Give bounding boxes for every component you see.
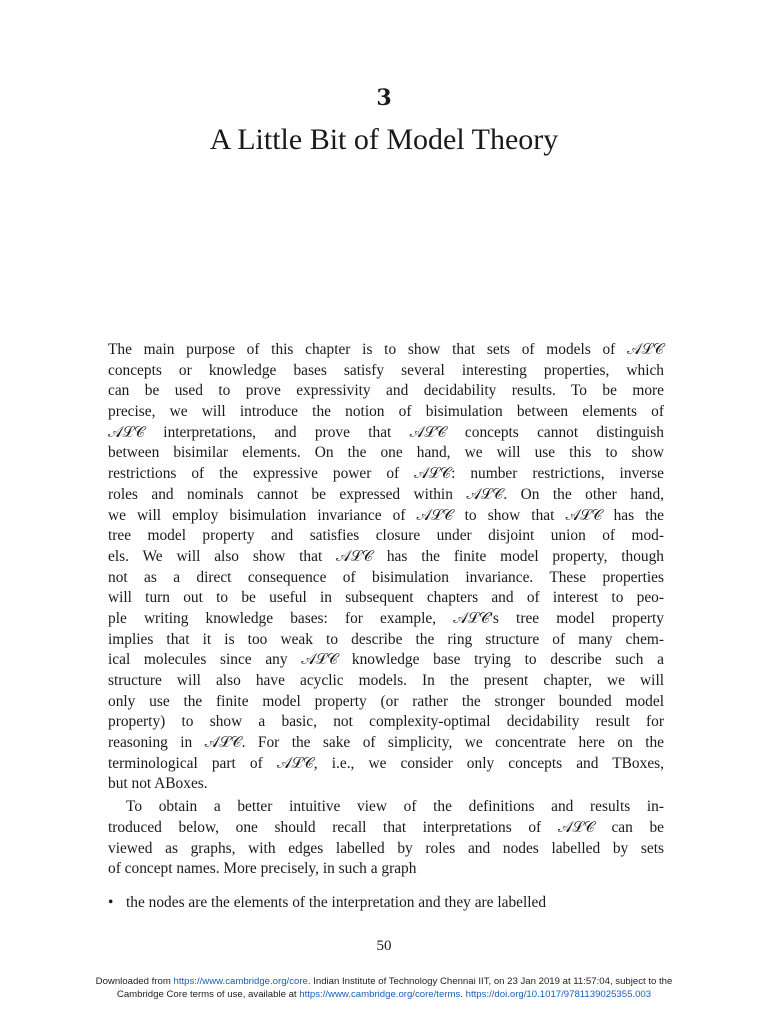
page-number: 50 — [376, 938, 392, 954]
text-line: reasoning in 𝒜ℒ𝒞. For the sake of simplicity, we concentrate here on the — [108, 734, 664, 752]
text-line: viewed as graphs, with edges labelled by roles and nodes labelled by sets — [108, 839, 664, 857]
cambridge-core-link[interactable]: https://www.cambridge.org/core — [173, 976, 308, 987]
text-line: terminological part of 𝒜ℒ𝒞, i.e., we consider only concepts and TBoxes, — [108, 754, 664, 772]
text-line: not as a direct consequence of bisimulation invariance. These properties — [108, 568, 664, 586]
text-line: between bisimilar elements. On the one hand, we will use this to show — [108, 444, 664, 462]
text-line: The main purpose of this chapter is to show that sets of models of 𝒜ℒ𝒞 — [108, 341, 664, 358]
text-line: ple writing knowledge bases: for example, 𝒜ℒ𝒞's tree model property — [108, 609, 664, 627]
terms-link[interactable]: https://www.cambridge.org/core/terms — [299, 989, 461, 1000]
text-line: implies that it is too weak to describe the ring structure of many chem- — [108, 630, 664, 648]
chapter-title: A Little Bit of Model Theory — [209, 123, 559, 156]
paragraph-1 — [108, 340, 664, 795]
chapter-number: 3 — [376, 85, 392, 111]
text-line: To obtain a better intuitive view of the definitions and results in- — [126, 798, 664, 816]
text-line: can be used to prove expressivity and decidability results. To be more — [108, 382, 664, 400]
footer-text: Cambridge Core terms of use, available at — [116, 989, 300, 1000]
text-line: but not ABoxes. — [108, 775, 208, 793]
bullet-text: the nodes are the elements of the interpretation and they are labelled — [126, 894, 547, 911]
text-line: precise, we will introduce the notion of bisimulation between elements of — [108, 403, 664, 421]
download-footer — [0, 975, 768, 1001]
footer-text: . Indian Institute of Technology Chennai IIT, on 23 Jan 2019 at 11:57:04, subject to the — [307, 976, 673, 987]
text-line: structure will also have acyclic models. In the present chapter, we will — [108, 672, 664, 689]
text-line: ical molecules since any 𝒜ℒ𝒞 knowledge base trying to describe such a — [108, 651, 664, 669]
text-line: 𝒜ℒ𝒞 interpretations, and prove that 𝒜ℒ𝒞 concepts cannot distinguish — [108, 423, 664, 441]
text-line: only use the finite model property (or rather the stronger bounded model — [108, 692, 664, 710]
text-line: restrictions of the expressive power of 𝒜ℒ𝒞: number restrictions, inverse — [108, 465, 664, 483]
footer-line-2 — [0, 988, 768, 1001]
bullet-item — [108, 893, 664, 914]
body-text — [108, 340, 664, 880]
paragraph-2 — [108, 797, 664, 880]
text-line: will turn out to be useful in subsequent chapters and of interest to peo- — [108, 589, 664, 607]
footer-line-1 — [0, 975, 768, 988]
doi-link[interactable]: https://doi.org/10.1017/9781139025355.003 — [465, 989, 652, 1000]
text-line: roles and nominals cannot be expressed within 𝒜ℒ𝒞. On the other hand, — [108, 485, 664, 503]
footer-text: . — [460, 989, 466, 1000]
text-line: troduced below, one should recall that interpretations of 𝒜ℒ𝒞 can be — [108, 818, 664, 836]
text-line: concepts or knowledge bases satisfy several interesting properties, which — [108, 361, 664, 379]
bullet-icon: • — [108, 894, 114, 911]
footer-text: Downloaded from — [95, 976, 174, 987]
text-line: tree model property and satisfies closure under disjoint union of mod- — [108, 527, 664, 545]
text-line: property) to show a basic, not complexity-optimal decidability result for — [108, 713, 664, 731]
text-line: els. We will also show that 𝒜ℒ𝒞 has the finite model property, though — [108, 547, 664, 565]
text-line: we will employ bisimulation invariance of 𝒜ℒ𝒞 to show that 𝒜ℒ𝒞 has the — [108, 506, 664, 524]
text-line: of concept names. More precisely, in such a graph — [108, 860, 417, 878]
